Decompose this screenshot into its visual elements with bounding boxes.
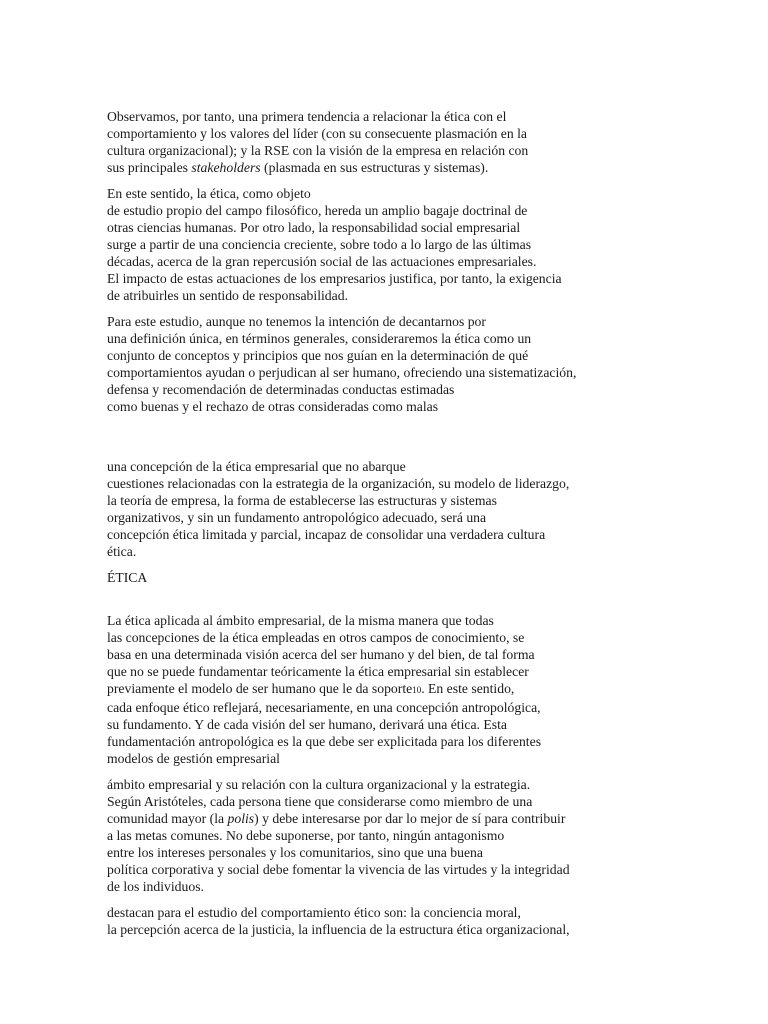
text-line: cuestiones relacionadas con la estrategia de la organización, su modelo de liderazgo, (107, 476, 570, 491)
text-line: La ética aplicada al ámbito empresarial, de la misma manera que todas (107, 613, 494, 628)
text-line: política corporativa y social debe fomentar la vivencia de las virtudes y la integridad (107, 862, 570, 877)
paragraph-ethics-definition (107, 313, 587, 415)
italic-term-stakeholders: stakeholders (191, 160, 261, 175)
italic-term-polis: polis (227, 811, 255, 826)
text-line: una concepción de la ética empresarial que no abarque (107, 459, 406, 474)
text-line: basa en una determinada visión acerca del ser humano y del bien, de tal forma (107, 647, 535, 662)
text-line: fundamentación antropológica es la que debe ser explicitada para los diferentes (107, 734, 542, 749)
text-line: otras ciencias humanas. Por otro lado, la responsabilidad social empresarial (107, 220, 521, 235)
text-line: concepción ética limitada y parcial, incapaz de consolidar una verdadera cultura (107, 527, 546, 542)
text-line: conjunto de conceptos y principios que nos guían en la determinación de qué (107, 348, 529, 363)
text-line: de atribuirles un sentido de responsabilidad. (107, 288, 348, 303)
text-run: (plasmada en sus estructuras y sistemas). (260, 160, 489, 175)
text-line: Para este estudio, aunque no tenemos la intención de decantarnos por (107, 314, 486, 329)
text-line: En este sentido, la ética, como objeto (107, 186, 311, 201)
paragraph-leadership-rse (107, 108, 587, 176)
text-line: entre los intereses personales y los comunitarios, sino que una buena (107, 845, 483, 860)
text-line: defensa y recomendación de determinadas conductas estimadas (107, 382, 455, 397)
text-line (107, 159, 587, 176)
text-line: comportamientos ayudan o perjudican al ser humano, ofreciendo una sistematización, (107, 365, 577, 380)
paragraph-ethics-philosophy (107, 185, 587, 304)
text-line: la teoría de empresa, la forma de establecerse las estructuras y sistemas (107, 493, 497, 508)
section-heading (107, 569, 587, 586)
text-line: El impacto de estas actuaciones de los empresarios justifica, por tanto, la exigencia (107, 271, 562, 286)
text-line: cada enfoque ético reflejará, necesariamente, en una concepción antropológica, (107, 700, 541, 715)
text-line: como buenas y el rechazo de otras consideradas como malas (107, 399, 439, 414)
text-run: comunidad mayor (la (107, 811, 228, 826)
paragraph-aristotle (107, 776, 587, 895)
text-run: previamente el modelo de ser humano que le da soporte (107, 681, 413, 696)
text-line: Según Aristóteles, cada persona tiene que considerarse como miembro de una (107, 794, 533, 809)
text-line: que no se puede fundamentar teóricamente la ética empresarial sin establecer (107, 664, 529, 679)
text-line: décadas, acerca de la gran repercusión social de las actuaciones empresariales. (107, 254, 537, 269)
text-line: Observamos, por tanto, una primera tendencia a relacionar la ética con el (107, 109, 507, 124)
text-line: cultura organizacional); y la RSE con la visión de la empresa en relación con (107, 143, 529, 158)
heading-etica: ÉTICA (107, 570, 148, 585)
text-line: de los individuos. (107, 879, 204, 894)
paragraph-applied-ethics (107, 612, 587, 767)
text-run: sus principales (107, 160, 192, 175)
text-line: ética. (107, 544, 137, 559)
text-line: comportamiento y los valores del líder (con su consecuente plasmación en la (107, 126, 527, 141)
footnote-marker: 10 (412, 685, 422, 695)
paragraph-ethical-behavior (107, 904, 587, 938)
text-line: la percepción acerca de la justicia, la influencia de la estructura ética organizacional, (107, 922, 570, 937)
text-line: ámbito empresarial y su relación con la cultura organizacional y la estrategia. (107, 777, 531, 792)
text-line: las concepciones de la ética empleadas en otros campos de conocimiento, se (107, 630, 525, 645)
text-run: . En este sentido, (421, 681, 515, 696)
text-line: destacan para el estudio del comportamiento ético son: la conciencia moral, (107, 905, 521, 920)
text-line: a las metas comunes. No debe suponerse, por tanto, ningún antagonismo (107, 828, 505, 843)
paragraph-business-ethics-conception (107, 458, 587, 560)
document-page (107, 108, 587, 938)
text-line: una definición única, en términos generales, consideraremos la ética como un (107, 331, 532, 346)
text-run: ) y debe interesarse por dar lo mejor de sí para contribuir (254, 811, 566, 826)
text-line: su fundamento. Y de cada visión del ser humano, derivará una ética. Esta (107, 717, 507, 732)
text-line: modelos de gestión empresarial (107, 751, 280, 766)
text-line: organizativos, y sin un fundamento antropológico adecuado, será una (107, 510, 487, 525)
text-line: surge a partir de una conciencia creciente, sobre todo a lo largo de las últimas (107, 237, 532, 252)
text-line: de estudio propio del campo filosófico, hereda un amplio bagaje doctrinal de (107, 203, 528, 218)
text-line (107, 810, 587, 827)
text-line (107, 680, 587, 699)
